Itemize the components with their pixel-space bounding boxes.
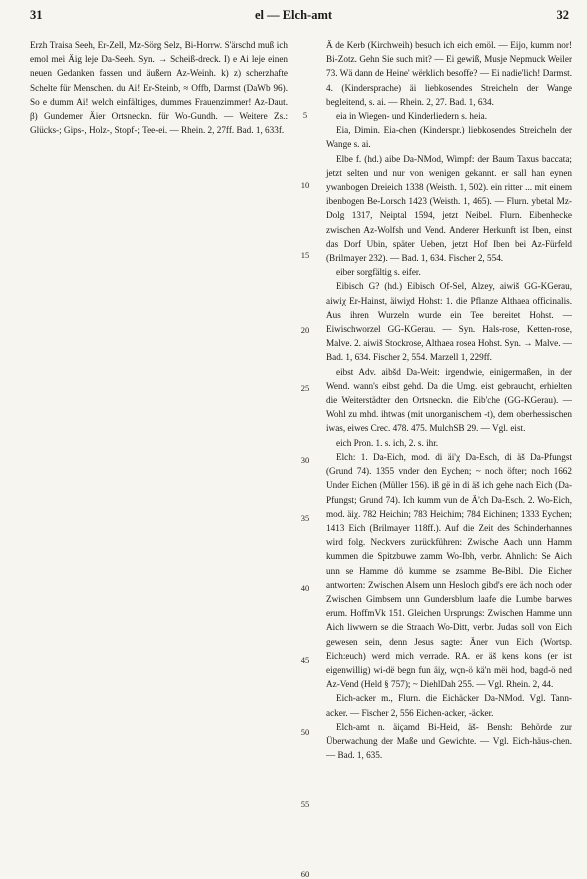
- page-number-right: 32: [556, 8, 569, 22]
- line-number: 50: [300, 727, 310, 737]
- page-number-left: 31: [30, 8, 43, 22]
- entry-eiber: eiber sorgfältig s. eifer.: [336, 267, 421, 278]
- entry-eia-diminutive: Eia, Dimin. Eia-chen (Kinderspr.) liebkosendes Streicheln der Wange s. ai.: [326, 125, 572, 150]
- line-number: 20: [300, 325, 310, 335]
- line-number: 45: [300, 655, 310, 665]
- entry-eich-acker: Eich-acker m., Flurn. die Eichäcker Da-NMod. Vgl. Tann-acker. — Fischer 2, 556 Eichen-acker, -äcker.: [326, 693, 572, 718]
- page-header: [0, 4, 587, 26]
- entry-eibe: Elbe f. (hd.) aibe Da-NMod, Wimpf: der Baum Taxus baccata; jetzt selten und nur von wenigen gekannt. er sall han eynen ywanbogen Dreieich 1338 (Weisth. 1, 502). ein ritter ... mit einem ibenbogen Be-Lorsch 1423 (Weisth. 1, 465). — Flurn. ybetal Mz-Dolg 1317, Neiptal 1594, jetzt Neibel. Flurn. Eibenhecke zwischen Az-Wolfsh und Vend. Anderer Herkunft ist Iben, einst das Dorf Ubin, später Ueben, jetzt Hof Iben bei Az-Fürfeld (Brilmayer 232). — Bad. 1, 634. Fischer 2, 554.: [326, 153, 572, 264]
- line-number: 5: [302, 110, 308, 120]
- running-title: el — Elch-amt: [254, 8, 333, 22]
- entry-eibisch: Eibisch G? (hd.) Eibisch Of-Sel, Alzey, aiwiš GG-KGerau, aiwiχ Er-Hainst, äiwiχd Hohst: 1. die Pflanze Althaea officinalis. Aus ihren Wurzeln wurde ein Tee bereitet Hohst. — Eiwischworzel GG-KGerau. — Syn. Hals-rose, Ketten-rose, Malve. 2. aiwiš Stockrose, Althaea rosea Hohst. Syn. → Malve. — Bad. 1, 634. Fischer 2, 554. Marzell 1, 229ff.: [326, 281, 572, 363]
- line-number: 10: [300, 180, 310, 190]
- right-column: [326, 38, 572, 762]
- left-column: [30, 38, 288, 137]
- line-number: 25: [300, 383, 310, 393]
- line-number: 60: [300, 869, 310, 879]
- entry-eia: eia in Wiegen- und Kinderliedern s. heia.: [336, 111, 488, 122]
- entry-eich: Elch: 1. Da-Eich, mod. di äi'χ Da-Esch, di äš Da-Pfungst (Grund 74). 1355 vnder den Eychen; ~ noch öfter; noch 1662 Under Eichen (Müller 156). iß gë in di äš ich gehe nach Eich (Da-Pfungst; Grund 74). Ich kumm vun de Ä'ch Da-Esch. 2. Wo-Eich, mod. äiχ. 782 Heichin; 783 Heichim; 784 Eichinen; 1333 Eychen; 1413 Eich (Brilmayer 118ff.). Auf die Zeit des Schinderhannes wird folg. Neckvers zurückführen: Zwische Aach unn Hamm kummen die Spitzbuwe zamm Wo-Ibh, verbr. Ahnlich: Se Aich unn se Hamme dö kumme se zsamme Be-Bibl. Die Eicher antworten: Zwischen Alsem unn Hesloch gibd's ere äch noch oder Zwischen Gimbsem unn Gundersblum laafe die Lumbe barwes erum. HoffmVk 151. Gleichen Ursprungs: Zwischen Hamme unn Aich liwwern se die Straach Wo-Ditt, verbr. Judas soll von Eich gewesen sein, denn Jesus sagte: Äner vun Eich (Wortsp. Eich:euch) werd mich verrade. RA. er äš kens kons (er ist eigenwillig) wi-dë begn fun äiχ, wçn-ö kä'n mëi hod, bagd-ö ned Az-Vend (Held § 757); ~ DiehlDah 255. — Vgl. Rhein. 2, 44.: [326, 451, 572, 690]
- entry-eibst: eibst Adv. aibšd Da-Weit: irgendwie, einigermaßen, in der Wend. wann's eibst gehd. Da die Umg. eist gebraucht, erhielten die Weiterstädter den Ortsneckn. die Eib'che (GG-KGerau). — Wohl zu mhd. ihtwas (mit unorganischem -t), dem oberhessischen iwas, eiwes Crec. 478. 475. MulchSB 29. — Vgl. eist.: [326, 366, 572, 434]
- line-number: 40: [300, 583, 310, 593]
- entry-ei-continued: Erzh Traisa Seeh, Er-Zell, Mz-Sörg Selz, Bi-Horrw. S'ärschd muß ich emol mei Äig leje Da-Seeh. Syn. → Scheiß-dreck. I) e Ai leje einen neuen Gedanken fassen und äußern Az-Weinh. k) z) scherzhafte Schelte für Menschen. du Ai! Er-Steinb, ≈ Offb, Darmst (DaWb 96). So e dumm Ai! welch einfältiges, dummes Frauenzimmer! Az-Daut. β) Gundemer Äier Ortsneckn. für Wo-Gundh. — Weitere Zs.: Glücks-; Gips-, Holz-, Stopf-; Tee-ei. — Rhein. 2, 27ff. Bad. 1, 633f.: [30, 40, 288, 136]
- entry-eich-amt: Elch-amt n. äiçamd Bi-Heid, äš- Bensh: Behörde zur Überwachung der Maße und Gewichte. — Vgl. Eich-häus-chen. — Bad. 1, 635.: [326, 721, 572, 761]
- line-number: 55: [300, 799, 310, 809]
- line-number: 35: [300, 513, 310, 523]
- entry-eich-pron: eich Pron. 1. s. ich, 2. s. ihr.: [336, 437, 439, 448]
- entry-ei-continued: Ä de Kerb (Kirchweih) besuch ich eich emöl. — Eijo, kumm nor! Bi-Zotz. Gehn Sie such mit? — Ei gewiß, Musje Nepmuck Weiler 73. Wä dann de Heine' wërklich besoffe? — Ei nadie'lich! Darmst. 4. (Kindersprache) äi liebkosendes Streicheln der Wange begleitend, s. ai. — Rhein. 2, 27. Bad. 1, 634.: [326, 40, 572, 107]
- line-number: 15: [300, 250, 310, 260]
- line-number: 30: [300, 455, 310, 465]
